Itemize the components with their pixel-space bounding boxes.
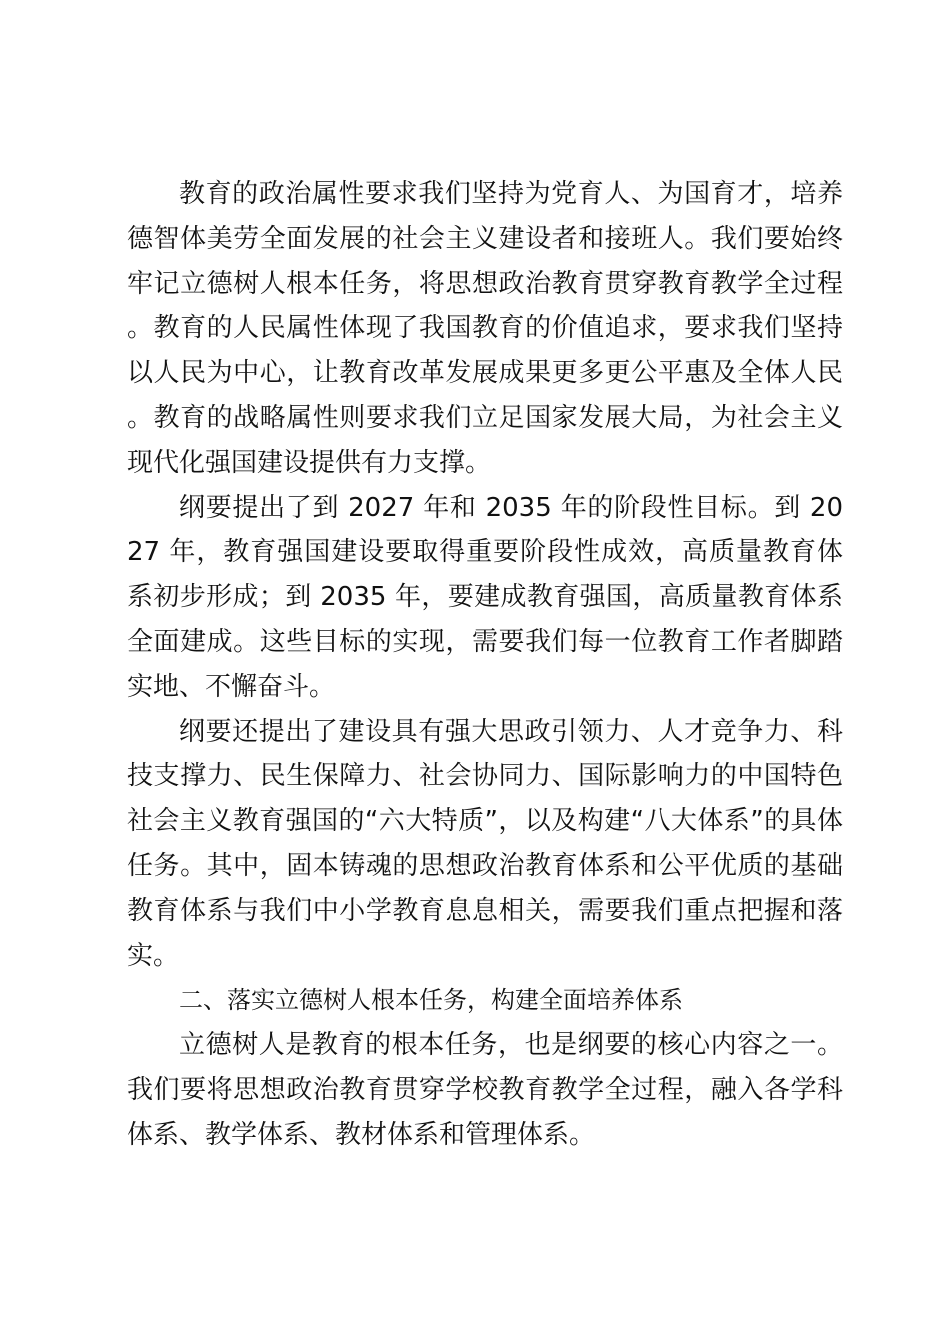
section-heading: 二、落实立德树人根本任务，构建全面培养体系 (179, 986, 683, 1015)
paragraph-six-traits: 纲要还提出了建设具有强大思政引领力、人才竞争力、科技支撑力、民生保障力、社会协同力、国际影响力的中国特色社会主义教育强国的“六大特质”，以及构建“八大体系”的具体任务。其中，固本铸魂的思想政治教育体系和公平优质的基础教育体系与我们中小学教育息息相关，需要我们重点把握和落实。 (127, 716, 843, 971)
paragraph-education-attributes: 教育的政治属性要求我们坚持为党育人、为国育才，培养德智体美劳全面发展的社会主义建设者和接班人。我们要始终牢记立德树人根本任务，将思想政治教育贯穿教育教学全过程。教育的人民属性体现了我国教育的价值追求，要求我们坚持以人民为中心，让教育改革发展成果更多更公平惠及全体人民。教育的战略属性则要求我们立足国家发展大局，为社会主义现代化强国建设提供有力支撑。 (127, 179, 843, 478)
document-body (127, 172, 843, 1158)
paragraph-moral-education: 立德树人是教育的根本任务，也是纲要的核心内容之一。我们要将思想政治教育贯穿学校教育教学全过程，融入各学科体系、教学体系、教材体系和管理体系。 (127, 1030, 843, 1150)
paragraph-stage-goals: 纲要提出了到 2027 年和 2035 年的阶段性目标。到 2027 年，教育强国建设要取得重要阶段性成效，高质量教育体系初步形成；到 2035 年，要建成教育强国，高质量教育体系全面建成。这些目标的实现，需要我们每一位教育工作者脚踏实地、不懈奋斗。 (127, 492, 843, 702)
